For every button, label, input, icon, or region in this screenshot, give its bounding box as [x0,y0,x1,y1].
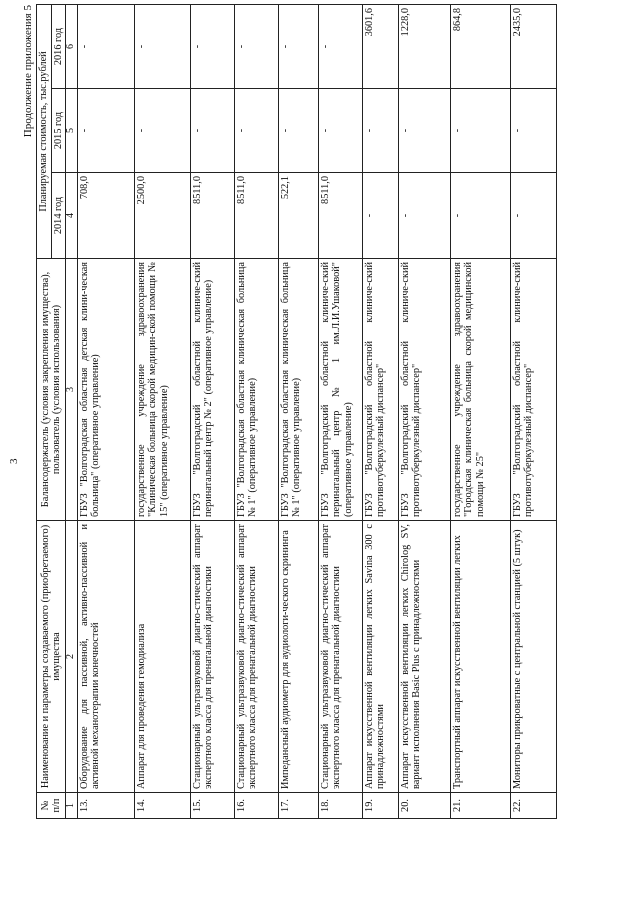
row-2016: - [77,4,134,88]
row-holder: государственное учреждение здравоохранения "Городская клиническая больница скорой медицинской помощи № 25" [450,259,510,521]
row-2014: 2500,0 [134,173,190,259]
row-2014: 522,1 [278,173,318,259]
row-2016: - [234,4,278,88]
row-num: 18. [318,793,362,819]
row-num: 13. [77,793,134,819]
row-2014: 8511,0 [234,173,278,259]
table-row [278,4,318,818]
row-num: 16. [234,793,278,819]
row-2015: - [234,89,278,173]
row-2016: - [134,4,190,88]
row-num: 20. [398,793,450,819]
page-number: 3 [8,458,20,464]
row-2014: - [510,173,556,259]
header-row [37,4,52,818]
row-holder: ГБУЗ "Волгоградский областной клиниче-ский противотуберкулезный диспансер" [510,259,556,521]
row-2015: - [318,89,362,173]
row-2014: 8511,0 [318,173,362,259]
row-num: 21. [450,793,510,819]
row-2015: - [450,89,510,173]
row-2016: 1228,0 [398,4,450,88]
row-2016: - [278,4,318,88]
row-2015: - [278,89,318,173]
row-2015: - [134,89,190,173]
row-num: 17. [278,793,318,819]
row-2014: - [450,173,510,259]
header-num: № п/п [37,793,66,819]
col-index: 4 [66,173,78,259]
row-2016: - [318,4,362,88]
row-holder: ГБУЗ "Волгоградская областная клиническая больница № 1" (оперативное управление) [278,259,318,521]
col-index: 6 [66,4,78,88]
continuation-label: Продолжение приложения 5 [22,5,34,138]
row-num: 15. [190,793,234,819]
column-index-row [66,4,78,818]
row-name: Аппарат искусственной вентиляции легких Chirolog SV, вариант исполнения Basic Plus с принадлежностями [398,521,450,793]
row-2015: - [77,89,134,173]
row-2014: - [398,173,450,259]
row-name: Импедансный аудиометр для аудиологи-ческого скрининга [278,521,318,793]
row-2016: 864,8 [450,4,510,88]
table-row [234,4,278,818]
row-holder: ГБУЗ "Волгоградский областной клиниче-ский перинатальный центр № 1 им.Л.И.Ушаковой" (оперативное управление) [318,259,362,521]
header-2016: 2016 год [51,4,66,88]
row-2016: 2435,0 [510,4,556,88]
col-index: 5 [66,89,78,173]
row-name: Мониторы прикроватные с центральной станцией (5 штук) [510,521,556,793]
row-2015: - [362,89,398,173]
table-row [77,4,134,818]
row-2016: 3601,6 [362,4,398,88]
row-holder: ГБУЗ "Волгоградский областной клиниче-ский противотуберкулезный диспансер" [398,259,450,521]
row-holder: государственное учреждение здравоохранения "Клиническая больница скорой медицин-ской помощи № 15" (оперативное управление) [134,259,190,521]
row-2014: 8511,0 [190,173,234,259]
col-index: 1 [66,793,78,819]
table-row [362,4,398,818]
row-holder: ГБУЗ "Волгоградская областная клиническая больница № 1" (оперативное управление) [234,259,278,521]
table-row [134,4,190,818]
row-holder: ГБУЗ "Волгоградский областной клиниче-ский противотуберкулезный диспансер" [362,259,398,521]
table-row [510,4,556,818]
header-2015: 2015 год [51,89,66,173]
row-name: Транспортный аппарат искусственной вентиляции легких [450,521,510,793]
row-name: Стационарный ультразвуковой диагно-стический аппарат экспертного класса для пренатальной диагностики [190,521,234,793]
row-name: Оборудование для пассивной, активно-пассивной и активной механотерапии конечностей [77,521,134,793]
row-2015: - [510,89,556,173]
row-holder: ГБУЗ "Волгоградская областная детская клини-ческая больница" (оперативное управление) [77,259,134,521]
row-2016: - [190,4,234,88]
row-2014: 708,0 [77,173,134,259]
property-table [36,4,557,819]
table-row [398,4,450,818]
row-num: 22. [510,793,556,819]
header-name: Наименование и параметры создаваемого (приобретаемого) имущества [37,521,66,793]
row-name: Стационарный ультразвуковой диагно-стический аппарат экспертного класса для пренатальной диагностики [318,521,362,793]
row-2015: - [398,89,450,173]
row-name: Стационарный ультразвуковой диагно-стический аппарат экспертного класса для пренатальной диагностики [234,521,278,793]
row-name: Аппарат искусственной вентиляции легких Savina 300 с принадлежностями [362,521,398,793]
row-num: 19. [362,793,398,819]
table-row [450,4,510,818]
row-2015: - [190,89,234,173]
table-row [190,4,234,818]
row-holder: ГБУЗ "Волгоградский областной клиниче-ский перинатальный центр № 2" (оперативное управление) [190,259,234,521]
row-name: Аппарат для проведения гемодиализа [134,521,190,793]
col-index: 3 [66,259,78,521]
header-cost: Планируемая стоимость, тыс.рублей [37,4,52,258]
col-index: 2 [66,521,78,793]
header-holder: Балансодержатель (условия закрепления имущества), пользователь (условия использования) [37,259,66,521]
row-2014: - [362,173,398,259]
header-2014: 2014 год [51,173,66,259]
row-num: 14. [134,793,190,819]
table-row [318,4,362,818]
